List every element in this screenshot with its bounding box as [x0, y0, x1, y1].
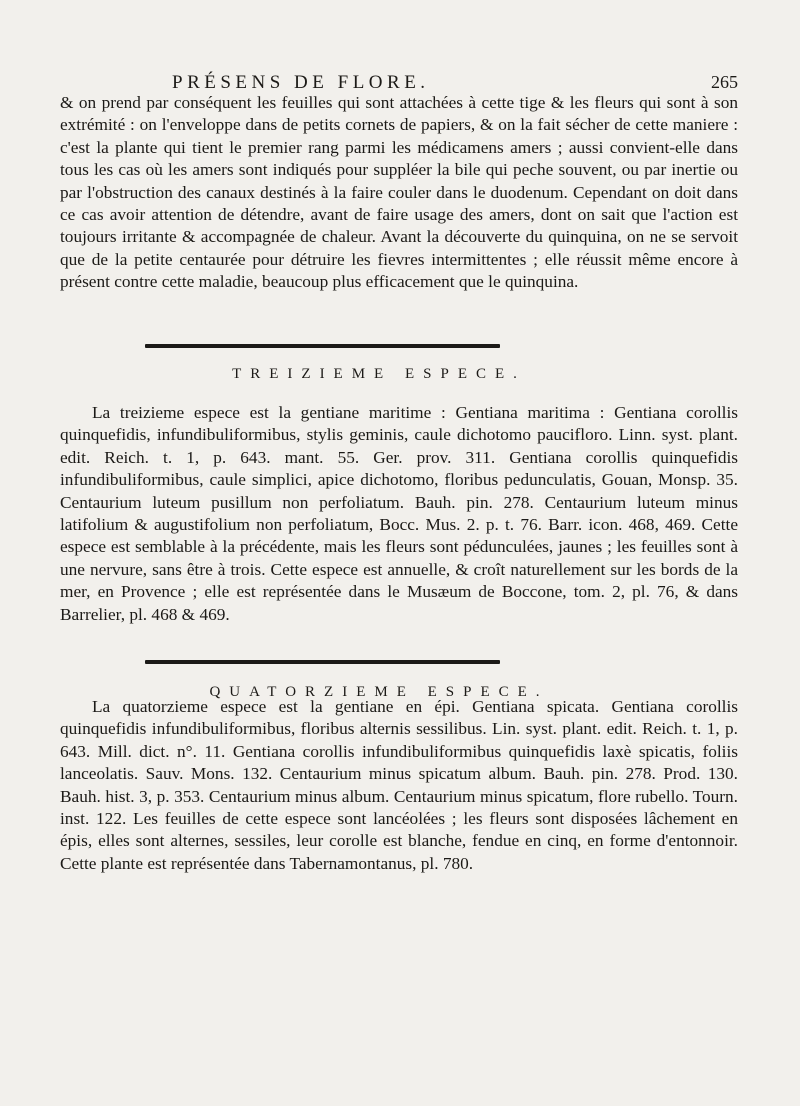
paragraph-quatorzieme-espece: La quatorzieme espece est la gentiane en épi. Gentiana spicata. Gentiana corollis quinquefidis infundibuliformibus, floribus alternis sessilibus. Lin. syst. plant. edit. Reich. t. 1, p. 643. Mill. dict. n°. 11. Gentiana corollis infundibuliformibus quinquefidis laxè spicatis, foliis lanceolatis. Sauv. Mons. 132. Centaurium minus spicatum album. Bauh. pin. 278. Prod. 130. Bauh. hist. 3, p. 353. Centaurium minus album. Centaurium minus spicatum, flore rubello. Tourn. inst. 122. Les feuilles de cette espece sont lancéolées ; les fleurs sont disposées lâchement en épis, elles sont alternes, sessiles, leur corolle est blanche, fendue en cinq, en forme d'entonnoir. Cette plante est représentée dans Tabernamontanus, pl. 780.: [60, 697, 738, 873]
paragraph-continued: & on prend par conséquent les feuilles qui sont attachées à cette tige & les fleurs qui sont à son extrémité : on l'enveloppe dans de petits cornets de papiers, & on la fait sécher de cette maniere : c'est la plante qui tient le premier rang parmi les médicamens amers ; aussi convient-elle dans tous les cas où les amers sont indiqués pour suppléer la bile qui peche souvent, ou par inertie ou par l'obstruction des canaux destinés à la faire couler dans le duodenum. Cependant on doit dans ce cas avoir attention de détendre, avant de faire usage des amers, dont on sait que l'action est toujours irritante & accompagnée de chaleur. Avant la découverte du quinquina, on ne se servoit que de la petite centaurée pour détruire les fievres intermittentes ; elle réussit même encore à présent contre cette maladie, beaucoup plus efficacement que le quinquina.: [60, 93, 738, 292]
running-head: PRÉSENS DE FLORE.: [172, 72, 430, 93]
page-number: 265: [711, 72, 738, 92]
section-heading-quatorzieme: QUATORZIEME ESPECE.: [209, 684, 549, 700]
paragraph-treizieme-espece: La treizieme espece est la gentiane maritime : Gentiana maritima : Gentiana corollis quinquefidis, infundibuliformibus, stylis geminis, caule dichotomo paucifloro. Linn. syst. plant. edit. Reich. t. 1, p. 643. mant. 55. Ger. prov. 311. Gentiana corollis quinquefidis infundibuliformibus, caule simplici, apice dichotomo, floribus pedunculatis, Gouan, Monsp. 35. Centaurium luteum pusillum non perfoliatum. Bauh. pin. 278. Centaurium luteum minus latifolium & augustifolium non perfoliatum, Bocc. Mus. 2. p. t. 76. Barr. icon. 468, 469. Cette espece est semblable à la précédente, mais les fleurs sont pédunculées, jaunes ; les feuilles sont à une nervure, sans être à trois. Cette espece est annuelle, & croît naturellement sur les bords de la mer, en Provence ; elle est représentée dans le Musæum de Boccone, tom. 2, pl. 76, & dans Barrelier, pl. 468 & 469.: [60, 403, 738, 624]
section-heading-treizieme: TREIZIEME ESPECE.: [232, 366, 526, 382]
section-divider: [145, 344, 500, 348]
section-divider: [145, 660, 500, 664]
